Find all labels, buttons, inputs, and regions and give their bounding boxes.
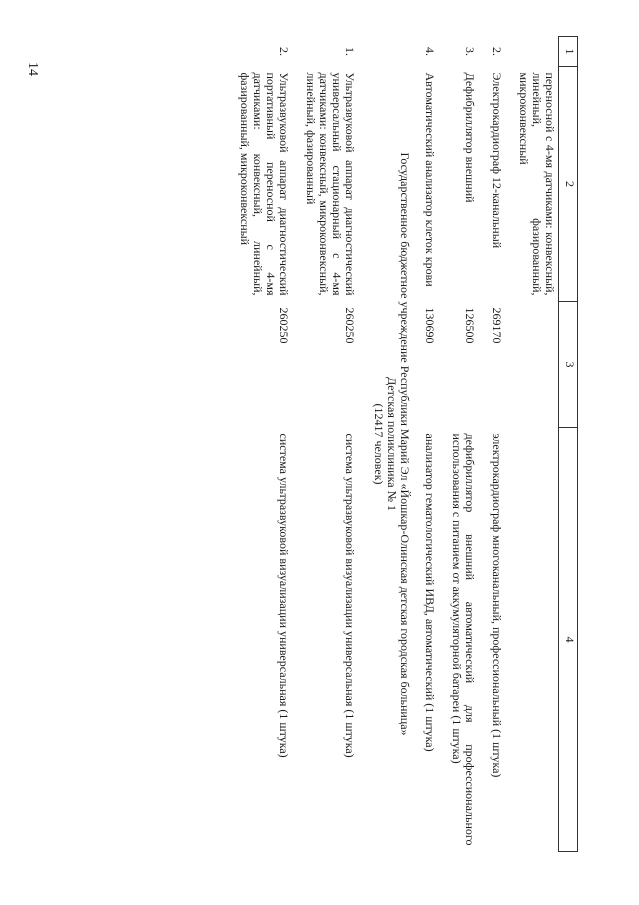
section-heading-row	[368, 37, 421, 852]
device-name: Ультразвуковой аппарат диагностический портативный переносной с 4-мя датчиками: конвексный, линейный, фазированный, микроконвексный	[238, 72, 291, 296]
equipment-description: дефибриллятор внешний автоматический для профессионального использования с питанием от аккумуляторной батареи (1 штука)	[450, 433, 477, 846]
header-cell-2: 2	[559, 67, 578, 302]
device-price: 126500	[463, 307, 477, 344]
device-price: 130690	[423, 307, 437, 344]
equipment-description: электрокардиограф многоканальный, профессиональный (1 штука)	[490, 433, 504, 778]
equipment-description: система ультразвуковой визуализации универсальная (1 штука)	[343, 433, 357, 758]
device-name: Автоматический анализатор клеток крови	[423, 72, 437, 287]
equipment-description: система ультразвуковой визуализации универсальная (1 штука)	[277, 433, 291, 758]
device-name: Дефибриллятор внешний	[463, 72, 477, 203]
device-price: 260250	[277, 307, 291, 344]
row-number: 4.	[423, 47, 437, 56]
page-number: 14	[25, 62, 40, 76]
table-row	[236, 37, 302, 852]
row-number: 2.	[490, 47, 504, 56]
table-row	[421, 37, 448, 852]
table-row	[515, 37, 559, 852]
table-row	[302, 37, 368, 852]
table-row	[488, 37, 515, 852]
rotated-table-page	[108, 36, 578, 851]
clinic-name: Детская поликлиника № 1	[385, 376, 399, 512]
device-name: переносной с 4-мя датчиками: конвексный, линейный, фазированный, микроконвексный	[517, 72, 557, 296]
equipment-description	[515, 428, 559, 852]
row-number: 3.	[463, 47, 477, 56]
equipment-description: анализатор гематологический ИВД, автоматический (1 штука)	[423, 433, 437, 752]
device-name: Электрокардиограф 12-канальный	[490, 72, 504, 249]
table-header-row	[559, 37, 578, 852]
header-cell-1: 1	[559, 37, 578, 67]
equipment-table	[236, 36, 578, 852]
row-number	[515, 37, 559, 67]
device-price: 260250	[343, 307, 357, 344]
table-row	[448, 37, 488, 852]
header-cell-4: 4	[559, 428, 578, 852]
header-cell-3: 3	[559, 302, 578, 428]
population-count: (12417 человек)	[372, 403, 386, 485]
section-heading	[368, 37, 421, 852]
row-number: 1.	[343, 47, 357, 56]
device-name: Ультразвуковой аппарат диагностический универсальный стационарный с 4-мя датчиками: конвексный, микроконвексный, линейный, фазированный	[304, 72, 357, 296]
device-price	[515, 302, 559, 428]
row-number: 2.	[277, 47, 291, 56]
institution-name: Государственное бюджетное учреждение Республики Марий Эл «Йошкар-Олинская детская городская больница»	[398, 152, 412, 736]
device-price: 269170	[490, 307, 504, 344]
